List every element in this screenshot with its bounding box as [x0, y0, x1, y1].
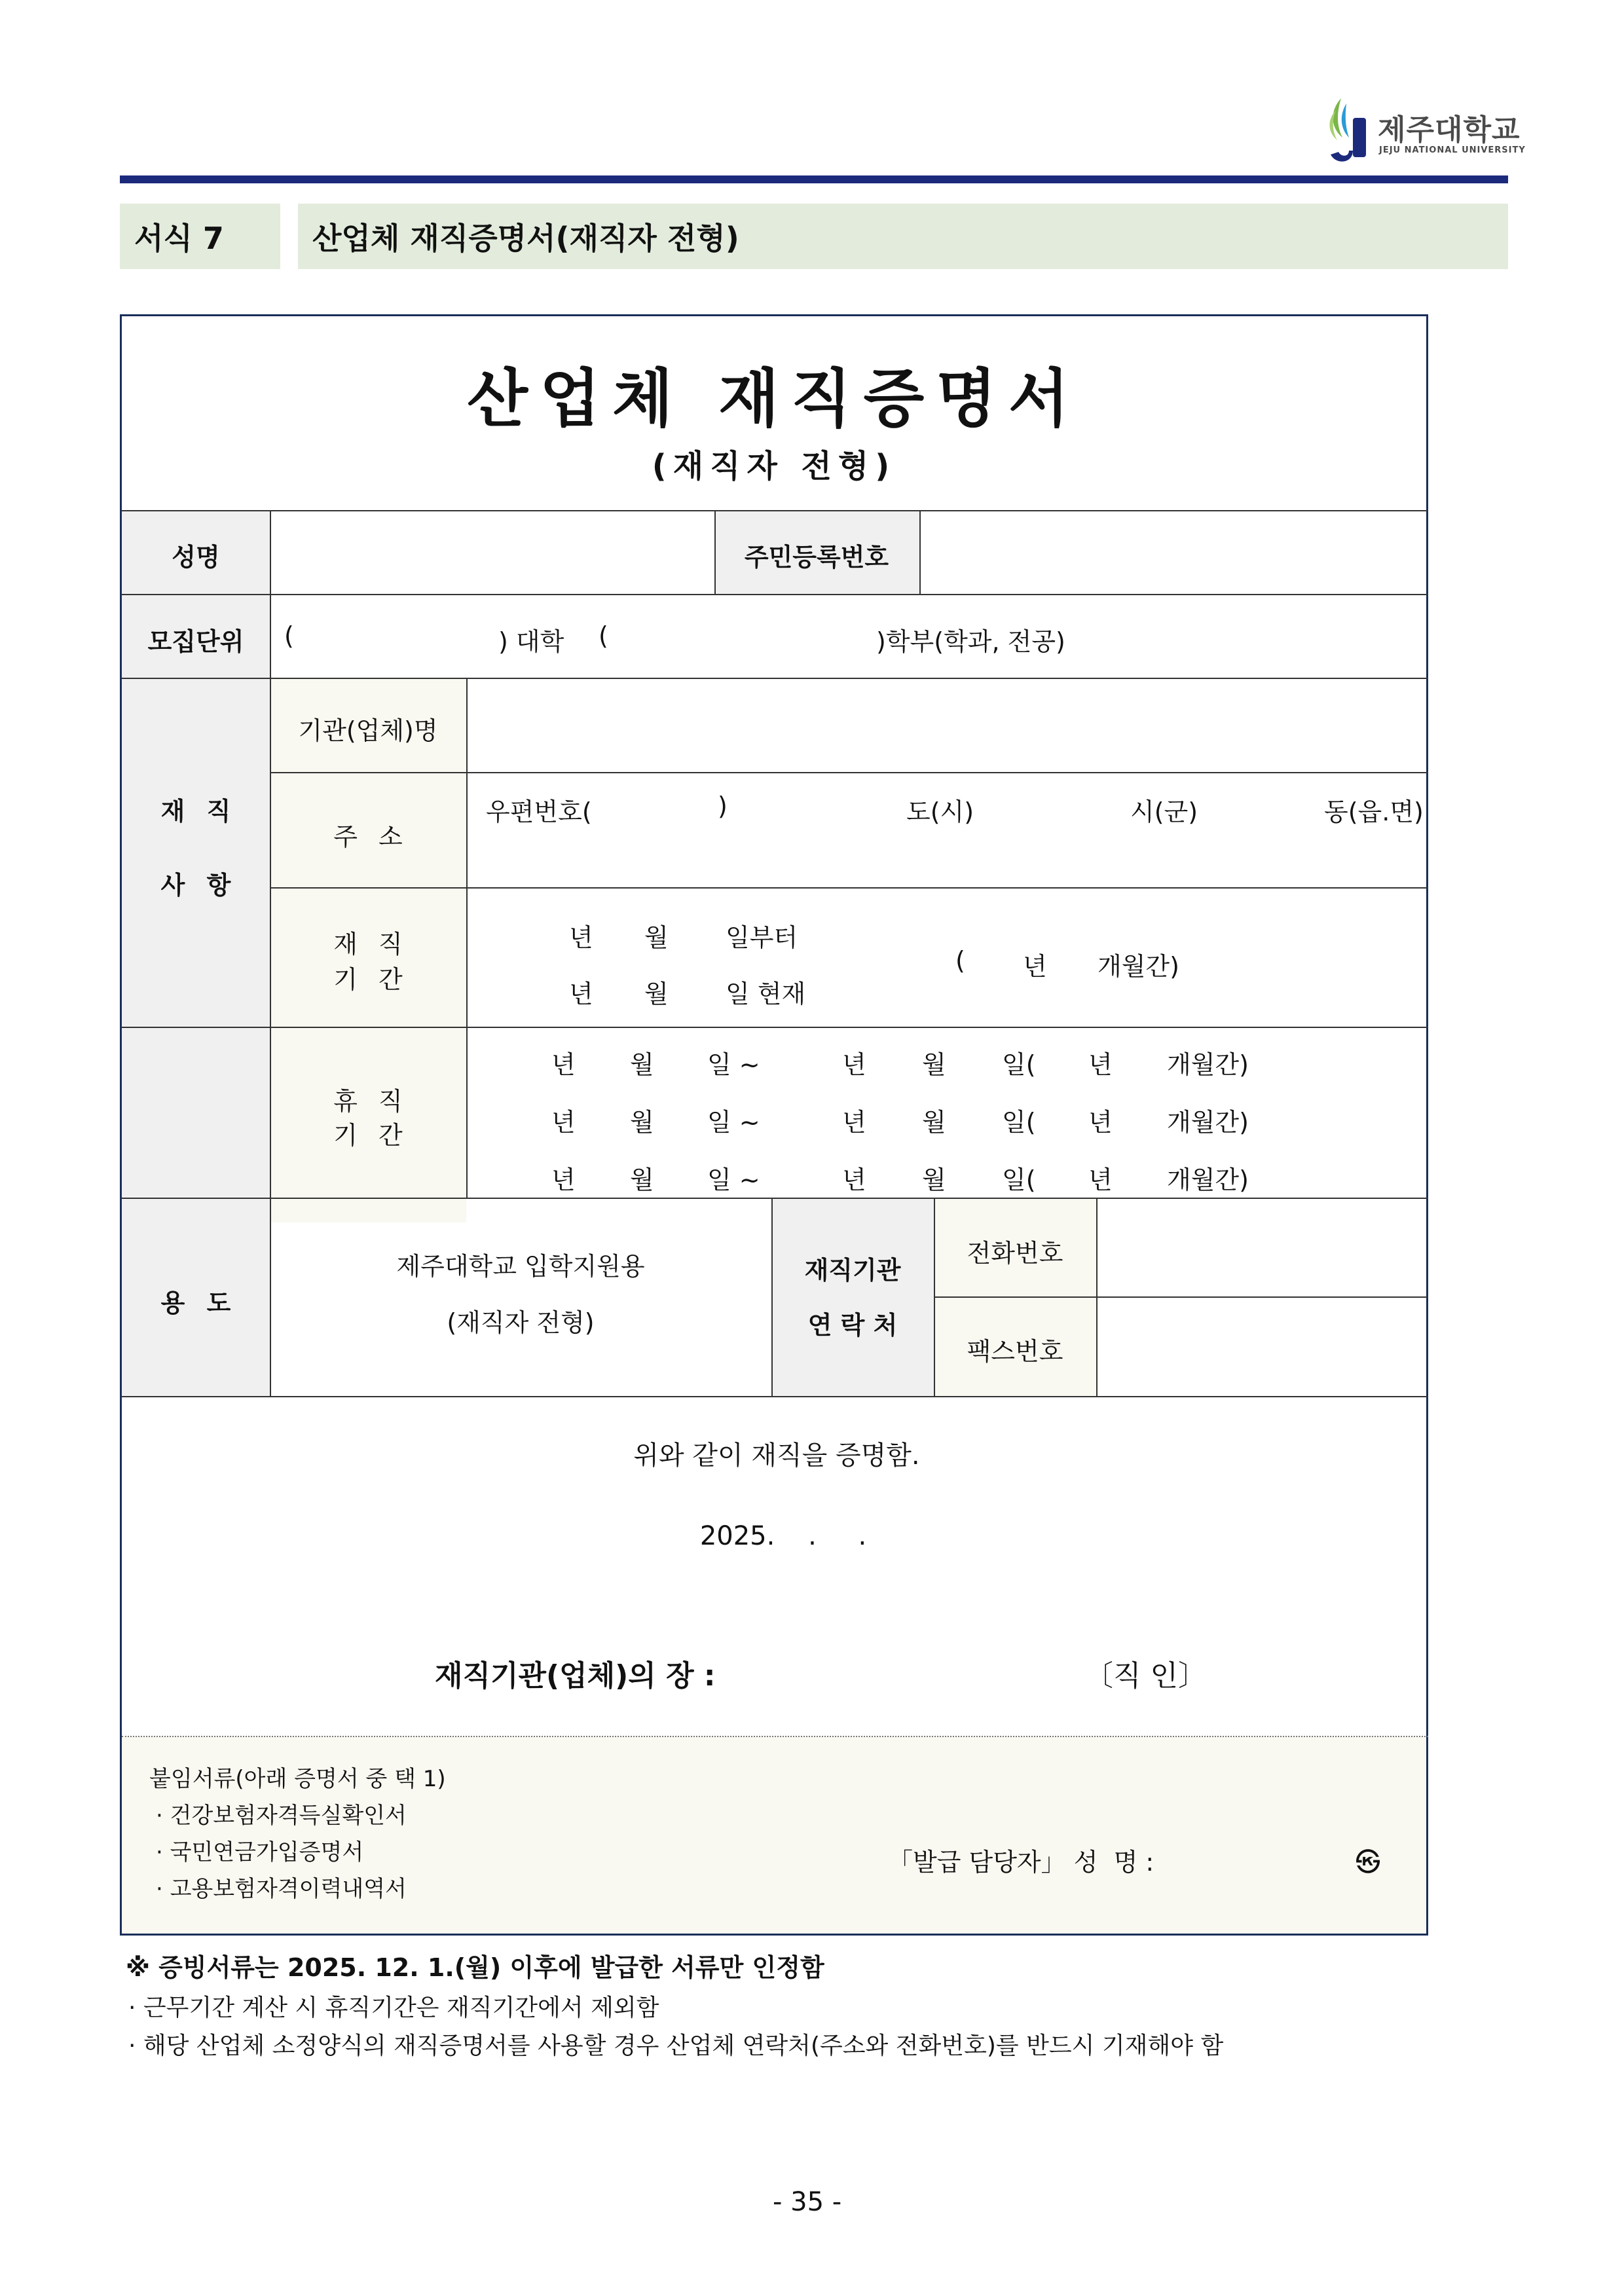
leave-date-part: 년 — [1088, 1108, 1113, 1137]
leave-date-part: 월 — [922, 1108, 946, 1137]
page-number: - 35 - — [773, 2187, 842, 2217]
org-label: 기관(업체)명 — [298, 716, 438, 745]
leave-date-part: 월 — [922, 1166, 946, 1194]
purpose-label: 용 도 — [160, 1289, 231, 1317]
unit-dept: )학부(학과, 전공) — [876, 627, 1065, 656]
leave-date-part: 년 — [842, 1166, 866, 1194]
leave-date-part: 월 — [922, 1050, 946, 1079]
issuer-label: 「발급 담당자」 성 명 : — [888, 1848, 1154, 1877]
period-from-year: 년 — [569, 923, 593, 952]
address-zip: 우편번호( — [486, 798, 592, 826]
org-field[interactable] — [468, 679, 1426, 771]
period-total-year: 년 — [1023, 952, 1047, 981]
period-to-month: 월 — [644, 980, 669, 1008]
leave-date-part: 개월간) — [1167, 1108, 1249, 1137]
leave-date-part: 월 — [630, 1166, 654, 1194]
leave-date-part: 월 — [630, 1108, 654, 1137]
leave-label-2: 기 간 — [333, 1121, 403, 1150]
address-province: 도(시) — [906, 798, 974, 826]
university-logo — [1316, 92, 1526, 170]
form-number-box — [120, 204, 280, 269]
employment-label-1: 재 직 — [160, 797, 231, 826]
contact-label-2: 연 락 처 — [807, 1311, 898, 1340]
address-city: 시(군) — [1130, 798, 1198, 826]
head-label: 재직기관(업체)의 장 : — [435, 1659, 716, 1693]
attach-item: · 고용보험자격이력내역서 — [156, 1876, 407, 1902]
period-from-day: 일부터 — [726, 923, 798, 952]
period-label-1: 재 직 — [333, 930, 403, 959]
name-label: 성명 — [172, 543, 220, 572]
logo-subtitle: JEJU NATIONAL UNIVERSITY — [1379, 145, 1526, 155]
address-label: 주 소 — [333, 822, 403, 851]
fax-label: 팩스번호 — [967, 1337, 1063, 1366]
phone-label: 전화번호 — [967, 1239, 1063, 1268]
leave-date-part: 일 ~ — [707, 1166, 760, 1194]
period-total-paren: ( — [955, 946, 965, 975]
header-rule — [120, 175, 1508, 183]
phone-field[interactable] — [1098, 1199, 1426, 1295]
logo-name: 제주대학교 — [1378, 113, 1521, 147]
contact-label-bg — [771, 1198, 934, 1396]
leave-date-part: 개월간) — [1167, 1050, 1249, 1079]
purpose-line-1: 제주대학교 입학지원용 — [396, 1252, 645, 1281]
leave-date-part: 년 — [842, 1050, 866, 1079]
issue-date: 2025. . . — [699, 1521, 867, 1551]
form-subtitle: (재직자 전형) — [652, 448, 896, 485]
unit-paren: ( — [284, 621, 294, 650]
jeju-emblem-icon — [1316, 92, 1375, 170]
period-to-day: 일 현재 — [726, 980, 806, 1008]
period-label-2: 기 간 — [333, 965, 403, 994]
form-title: 산업체 재직증명서 — [467, 362, 1081, 435]
leave-date-part: 일( — [1002, 1050, 1036, 1079]
rrn-label: 주민등록번호 — [744, 543, 889, 572]
rrn-field[interactable] — [921, 511, 1426, 593]
unit-paren-2: ( — [599, 621, 608, 650]
period-to-year: 년 — [569, 980, 593, 1008]
leave-label-1: 휴 직 — [333, 1087, 403, 1116]
issuer-seal-icon: ㉿ — [1356, 1848, 1381, 1877]
form-name: 산업체 재직증명서(재직자 전형) — [312, 221, 739, 256]
form-name-box — [298, 204, 1508, 269]
attach-item: · 건강보험자격득실확인서 — [156, 1803, 407, 1829]
leave-date-part: 년 — [1088, 1166, 1113, 1194]
leave-date-part: 년 — [551, 1050, 576, 1079]
leave-date-part: 일 ~ — [707, 1108, 760, 1137]
leave-date-part: 개월간) — [1167, 1166, 1249, 1194]
leave-date-part: 일( — [1002, 1166, 1036, 1194]
note-item: · 근무기간 계산 시 휴직기간은 재직기간에서 제외함 — [128, 1994, 659, 2021]
leave-date-part: 일 ~ — [707, 1050, 760, 1079]
address-zip-close: ) — [718, 792, 728, 820]
form-number: 서식 7 — [134, 221, 224, 256]
attach-title: 붙임서류(아래 증명서 중 택 1) — [149, 1766, 446, 1792]
leave-date-part: 년 — [551, 1166, 576, 1194]
employment-label-2: 사 항 — [160, 871, 231, 900]
certificate-form — [120, 314, 1428, 1936]
fax-field[interactable] — [1098, 1298, 1426, 1395]
purpose-line-2: (재직자 전형) — [447, 1308, 595, 1337]
leave-date-part: 년 — [551, 1108, 576, 1137]
name-field[interactable] — [271, 511, 713, 593]
contact-label-1: 재직기관 — [804, 1256, 901, 1285]
leave-date-part: 월 — [630, 1050, 654, 1079]
note-item: · 해당 산업체 소정양식의 재직증명서를 사용할 경우 산업체 연락처(주소와 전화번호)를 반드시 기재해야 함 — [128, 2032, 1224, 2059]
period-from-month: 월 — [644, 923, 669, 952]
leave-date-part: 년 — [842, 1108, 866, 1137]
leave-date-part: 년 — [1088, 1050, 1113, 1079]
attach-item: · 국민연금가입증명서 — [156, 1839, 364, 1865]
unit-label: 모집단위 — [147, 627, 244, 656]
seal-text: 〔직 인〕 — [1084, 1659, 1207, 1693]
warning-note: ※ 증빙서류는 2025. 12. 1.(월) 이후에 발급한 서류만 인정함 — [126, 1953, 824, 1982]
address-town: 동(읍.면) — [1324, 798, 1424, 826]
leave-date-part: 일( — [1002, 1108, 1036, 1137]
certify-text: 위와 같이 재직을 증명함. — [633, 1441, 920, 1471]
period-total-month: 개월간) — [1098, 952, 1179, 981]
unit-college: ) 대학 — [498, 627, 564, 656]
